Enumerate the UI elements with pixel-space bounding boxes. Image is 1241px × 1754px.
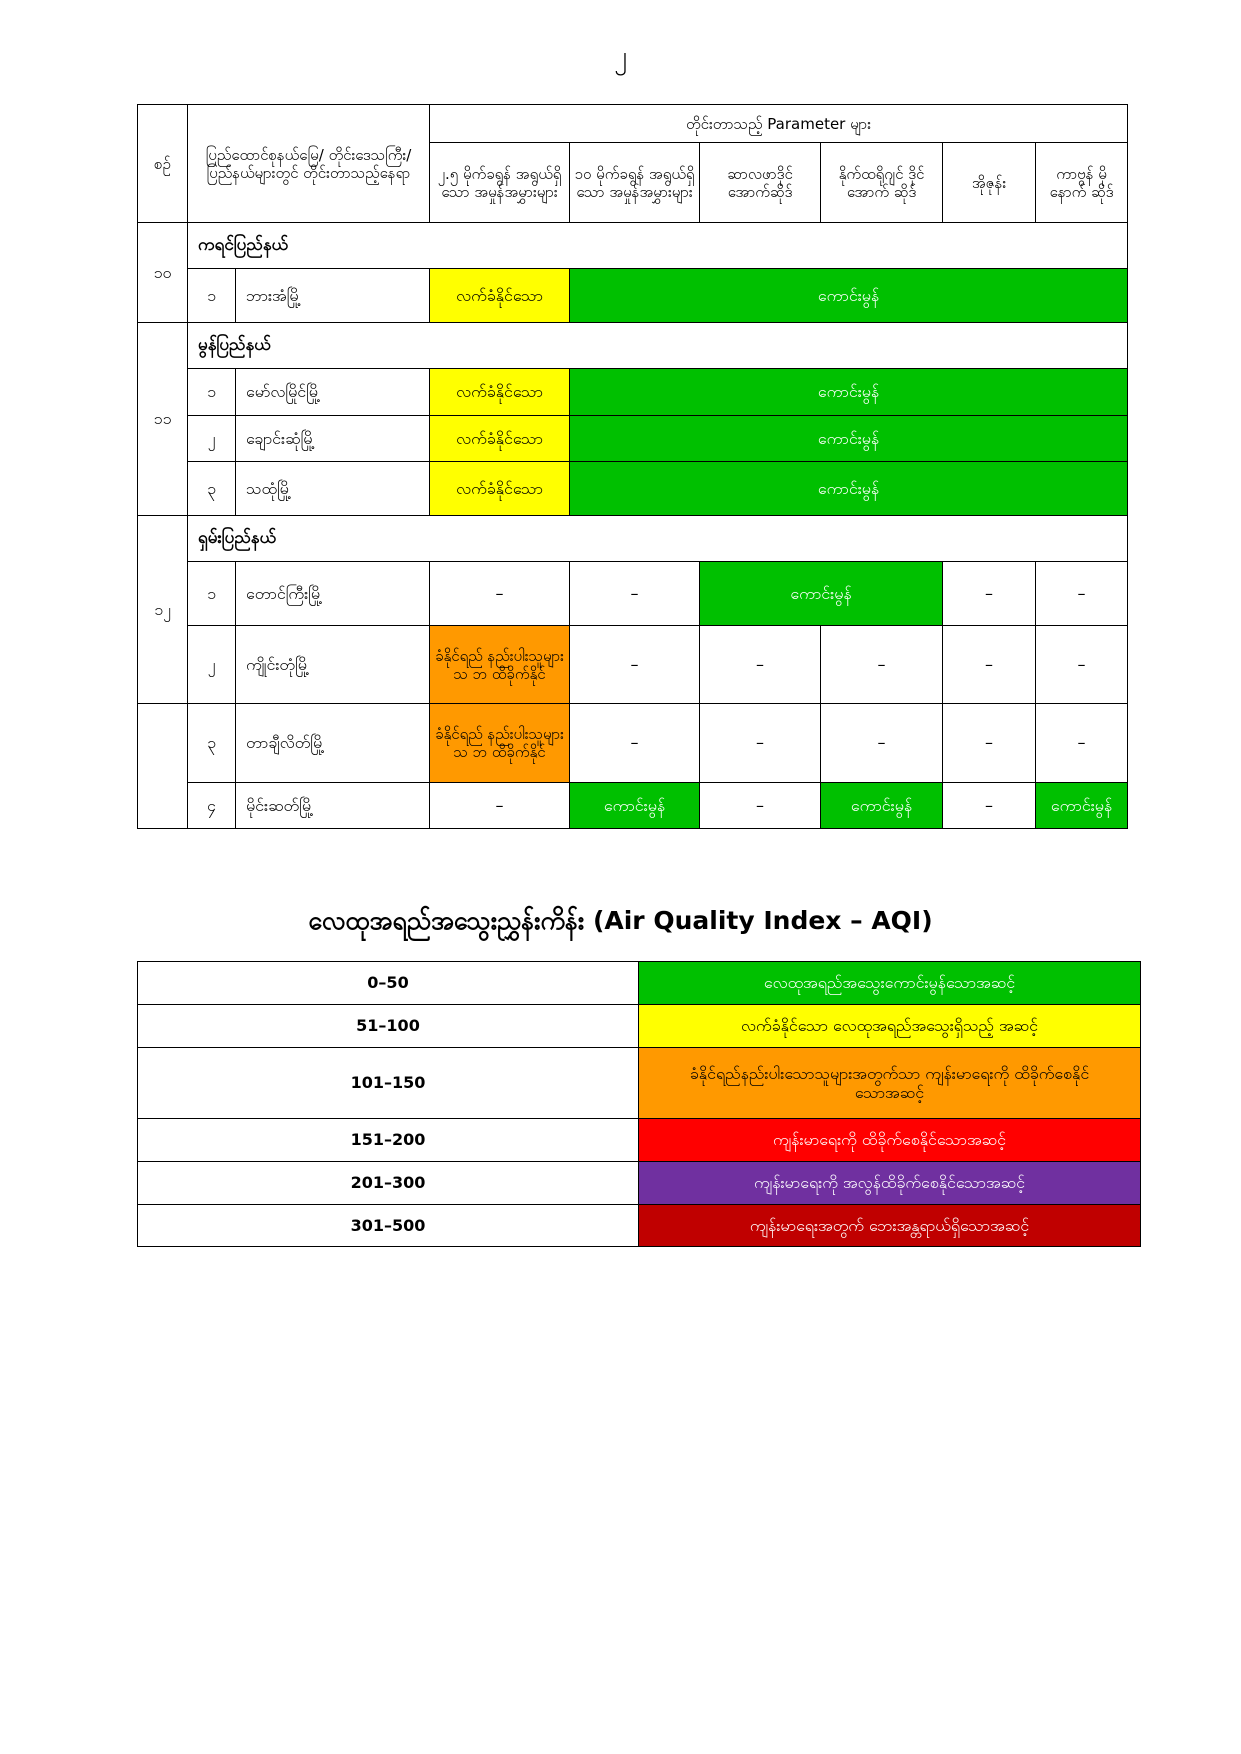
status-no2: ကောင်းမွန် bbox=[821, 783, 943, 829]
status-o3: – bbox=[943, 626, 1036, 704]
row-no: ၂ bbox=[188, 626, 236, 704]
city-name: ချောင်းဆုံမြို့ bbox=[236, 416, 430, 462]
aqi-legend-table bbox=[137, 961, 1141, 1247]
table-row bbox=[138, 704, 1128, 783]
status-rest: ကောင်းမွန် bbox=[570, 416, 1128, 462]
status-no2: – bbox=[821, 626, 943, 704]
table-row bbox=[138, 462, 1128, 516]
aqi-label: ကျန်းမာရေးကို အလွန်ထိခိုက်စေနိုင်သောအဆင့် bbox=[639, 1162, 1141, 1205]
aqi-range: 0–50 bbox=[138, 962, 639, 1005]
status-pm25: လက်ခံနိုင်သော bbox=[430, 369, 570, 416]
city-name: သထုံမြို့ bbox=[236, 462, 430, 516]
aqi-range: 201–300 bbox=[138, 1162, 639, 1205]
aqi-range: 101–150 bbox=[138, 1048, 639, 1119]
city-name: မိုင်းဆတ်မြို့ bbox=[236, 783, 430, 829]
section-no: ၁၀ bbox=[138, 223, 188, 323]
status-pm25: လက်ခံနိုင်သော bbox=[430, 416, 570, 462]
header-o3: အိုဇုန်း bbox=[943, 143, 1036, 223]
header-co: ကာဗွန် မိုနောက် ဆိုဒ် bbox=[1036, 143, 1128, 223]
section-name: မွန်ပြည်နယ် bbox=[188, 323, 1128, 369]
aqi-label: ကျန်းမာရေးအတွက် ဘေးအန္တရာယ်ရှိသောအဆင့် bbox=[639, 1205, 1141, 1247]
status-rest: ကောင်းမွန် bbox=[570, 462, 1128, 516]
status-no2: – bbox=[821, 704, 943, 783]
status-rest: ကောင်းမွန် bbox=[570, 269, 1128, 323]
table-row bbox=[138, 783, 1128, 829]
status-pm25: – bbox=[430, 783, 570, 829]
status-so2: – bbox=[700, 704, 821, 783]
city-name: မော်လမြိုင်မြို့ bbox=[236, 369, 430, 416]
aqi-row bbox=[138, 1205, 1141, 1247]
status-pm25: ခံနိုင်ရည် နည်းပါးသူများသ ဘ ထိခိုက်နိုင် bbox=[430, 704, 570, 783]
status-pm10: – bbox=[570, 626, 700, 704]
header-parameters: တိုင်းတာသည့် Parameter များ bbox=[430, 105, 1128, 143]
status-so2: – bbox=[700, 783, 821, 829]
aqi-label: လက်ခံနိုင်သော လေထုအရည်အသွေးရှိသည့် အဆင့် bbox=[639, 1005, 1141, 1048]
row-no: ၁ bbox=[188, 369, 236, 416]
aqi-row bbox=[138, 1048, 1141, 1119]
section-name: ကရင်ပြည်နယ် bbox=[188, 223, 1128, 269]
status-pm10: ကောင်းမွန် bbox=[570, 783, 700, 829]
row-no: ၃ bbox=[188, 462, 236, 516]
page-number: ၂ bbox=[614, 41, 627, 71]
row-no: ၃ bbox=[188, 704, 236, 783]
status-pm25: လက်ခံနိုင်သော bbox=[430, 269, 570, 323]
section-no-continued bbox=[138, 704, 188, 829]
aqi-label: ခံနိုင်ရည်နည်းပါးသောသူများအတွက်သာ ကျန်းမာရေးကို ထိခိုက်စေနိုင်သောအဆင့် bbox=[639, 1048, 1141, 1119]
status-rest: ကောင်းမွန် bbox=[570, 369, 1128, 416]
aqi-row bbox=[138, 1119, 1141, 1162]
header-location: ပြည်ထောင်စုနယ်မြေ/ တိုင်းဒေသကြီး/ ပြည်နယ်များတွင် တိုင်းတာသည့်နေရာ bbox=[188, 105, 430, 223]
aqi-range: 51–100 bbox=[138, 1005, 639, 1048]
table-row bbox=[138, 416, 1128, 462]
status-pm10: – bbox=[570, 704, 700, 783]
city-name: တာချီလိတ်မြို့ bbox=[236, 704, 430, 783]
status-pm25: – bbox=[430, 562, 570, 626]
status-co: – bbox=[1036, 704, 1128, 783]
table-row bbox=[138, 626, 1128, 704]
aqi-range: 151–200 bbox=[138, 1119, 639, 1162]
section-no: ၁၂ bbox=[138, 516, 188, 704]
status-o3: – bbox=[943, 562, 1036, 626]
city-name: ဘားအံမြို့ bbox=[236, 269, 430, 323]
header-pm10: ၁၀ မိုက်ခရွန် အရွယ်ရှိသော အမှုန်အမွှားများ bbox=[570, 143, 700, 223]
status-so2-no2: ကောင်းမွန် bbox=[700, 562, 943, 626]
status-co: – bbox=[1036, 626, 1128, 704]
aqi-label: လေထုအရည်အသွေးကောင်းမွန်သောအဆင့် bbox=[639, 962, 1141, 1005]
status-co: – bbox=[1036, 562, 1128, 626]
city-name: တောင်ကြီးမြို့ bbox=[236, 562, 430, 626]
header-so2: ဆာလဖာဒိုင် အောက်ဆိုဒ် bbox=[700, 143, 821, 223]
status-o3: – bbox=[943, 783, 1036, 829]
header-no: စဉ် bbox=[138, 105, 188, 223]
status-o3: – bbox=[943, 704, 1036, 783]
status-so2: – bbox=[700, 626, 821, 704]
status-pm25: ခံနိုင်ရည် နည်းပါးသူများသ ဘ ထိခိုက်နိုင် bbox=[430, 626, 570, 704]
status-co: ကောင်းမွန် bbox=[1036, 783, 1128, 829]
table-row bbox=[138, 562, 1128, 626]
aqi-row bbox=[138, 1005, 1141, 1048]
row-no: ၂ bbox=[188, 416, 236, 462]
row-no: ၁ bbox=[188, 562, 236, 626]
status-pm10: – bbox=[570, 562, 700, 626]
aqi-row bbox=[138, 1162, 1141, 1205]
air-quality-table bbox=[137, 104, 1128, 829]
aqi-range: 301–500 bbox=[138, 1205, 639, 1247]
row-no: ၁ bbox=[188, 269, 236, 323]
aqi-label: ကျန်းမာရေးကို ထိခိုက်စေနိုင်သောအဆင့် bbox=[639, 1119, 1141, 1162]
header-pm25: ၂.၅ မိုက်ခရွန် အရွယ်ရှိသော အမှုန်အမွှားများ bbox=[430, 143, 570, 223]
row-no: ၄ bbox=[188, 783, 236, 829]
table-row bbox=[138, 269, 1128, 323]
status-pm25: လက်ခံနိုင်သော bbox=[430, 462, 570, 516]
aqi-title: လေထုအရည်အသွေးညွှန်းကိန်း (Air Quality Index – AQI) bbox=[308, 906, 933, 935]
aqi-row bbox=[138, 962, 1141, 1005]
header-no2: နိုက်ထရိုဂျင် ဒိုင်အောက် ဆိုဒ် bbox=[821, 143, 943, 223]
table-row bbox=[138, 369, 1128, 416]
section-name: ရှမ်းပြည်နယ် bbox=[188, 516, 1128, 562]
section-no: ၁၁ bbox=[138, 323, 188, 516]
city-name: ကျိုင်းတုံမြို့ bbox=[236, 626, 430, 704]
